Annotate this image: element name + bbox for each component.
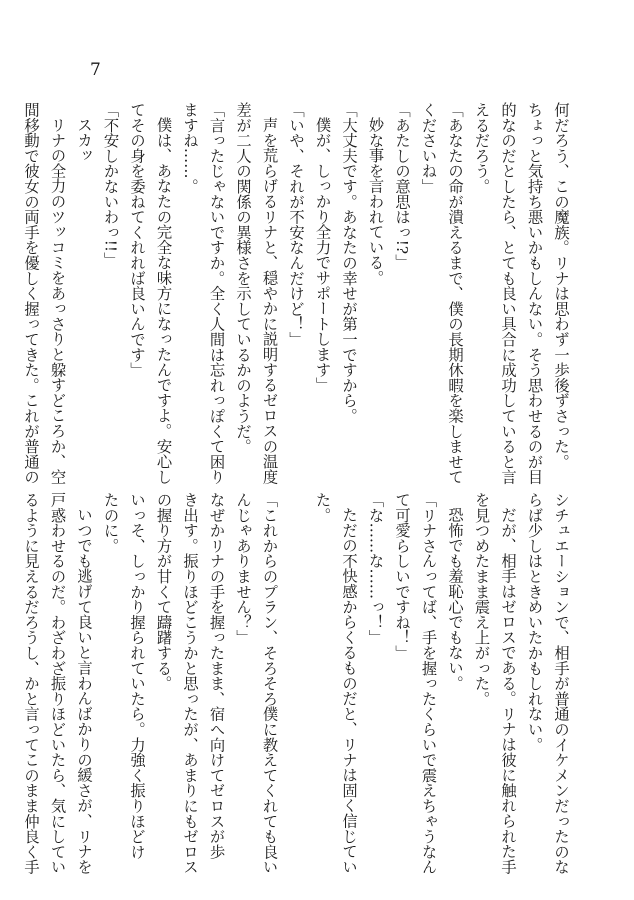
text-line: 「不安しかないわっ!!」 [101, 102, 120, 268]
text-line: 的なのだとしたら、とても良い具合に成功していると言 [499, 102, 517, 485]
text-line: ちょっと気持ち悪いかもしんない。そう思わせるのが目 [525, 102, 544, 485]
text-line: た。 [313, 492, 332, 523]
text-line: 妙な事を言われている。 [366, 117, 385, 286]
text-line: き出す。振りほどこうかと思ったが、あまりにもゼロス [181, 492, 199, 875]
text-line: 「あたしの意思はっ!?」 [393, 102, 411, 270]
text-line: 声を荒らげるリナと、穏やかに説明するゼロスの温度 [260, 117, 279, 485]
text-line: 僕が、しっかり全力でサポートします」 [313, 117, 332, 393]
text-line: 差が二人の関係の異様さを示しているかのようだ。 [234, 102, 252, 454]
text-line: えるだろう。 [472, 102, 491, 194]
text-line: てその身を委ねてくれれば良いんです」 [128, 102, 146, 378]
text-line [283, 492, 310, 848]
text-line: 「あなたの命が潰えるまで、僕の長期休暇を楽しませて [446, 102, 464, 485]
text-line: 僕は、あなたの完全な味方になったんですよ。安心し [154, 117, 173, 485]
text-line: たのに。 [101, 492, 120, 554]
text-line: 戸惑わせるのだ。わざわざ振りほどいたら、気にしてい [48, 492, 67, 875]
text-block-top [22, 102, 574, 485]
text-line: 何だろう、この魔族。リナは思わず一歩後ずさった。 [552, 102, 570, 470]
text-line: スカッ [75, 117, 93, 164]
text-line: 間移動で彼女の両手を優しく握ってきた。これが普通の [22, 102, 40, 485]
text-line: なぜかリナの手を握ったまま、宿へ向けてゼロスが歩 [207, 492, 226, 860]
text-line: 「大丈夫です。あなたの幸せが第一ですから。 [340, 102, 358, 424]
text-line: 「な……な……っ！」 [366, 492, 385, 645]
text-line: くださいね」 [419, 102, 438, 194]
text-line: 「いや、それが不安なんだけど！」 [287, 102, 305, 347]
text-line: いつでも逃げて良いと言わんばかりの緩さが、リナを [75, 507, 93, 875]
text-line: シチュエーションで、相手が普通のイケメンだったのな [552, 492, 570, 875]
text-line: らば少しはときめいたかもしれない。 [525, 492, 544, 753]
text-line: んじゃありません？」 [234, 492, 252, 645]
text-line: るように見えるだろうし、かと言ってこのまま仲良く手 [22, 492, 40, 875]
text-line: て可愛らしいですね！」 [393, 492, 411, 661]
text-line: 「これからのプラン、そろそろ僕に教えてくれても良い [260, 492, 279, 875]
text-line: 「リナさんってば、手を握ったくらいで震えちゃうなん [419, 492, 438, 875]
page-number: 7 [90, 60, 101, 80]
text-line: ただの不快感からくるものだと、リナは固く信じてい [340, 507, 358, 875]
text-line: 「言ったじゃないですか。全く人間は忘れっぽくて困り [207, 102, 226, 485]
text-block-bottom [22, 492, 574, 875]
text-line: ますね……。 [181, 102, 199, 194]
text-line: の握り方が甘くて躊躇する。 [154, 492, 173, 691]
text-line: 恐怖でも羞恥心でもない。 [446, 507, 464, 691]
text-line: を見つめたまま震え上がった。 [472, 492, 491, 707]
text-line: だが、相手はゼロスである。リナは彼に触れられた手 [499, 507, 517, 875]
text-line: リナの全力のツッコミをあっさりと躱すどころか、空 [48, 117, 67, 485]
text-line: いっそ、しっかり握られていたら。力強く振りほどけ [128, 492, 146, 860]
